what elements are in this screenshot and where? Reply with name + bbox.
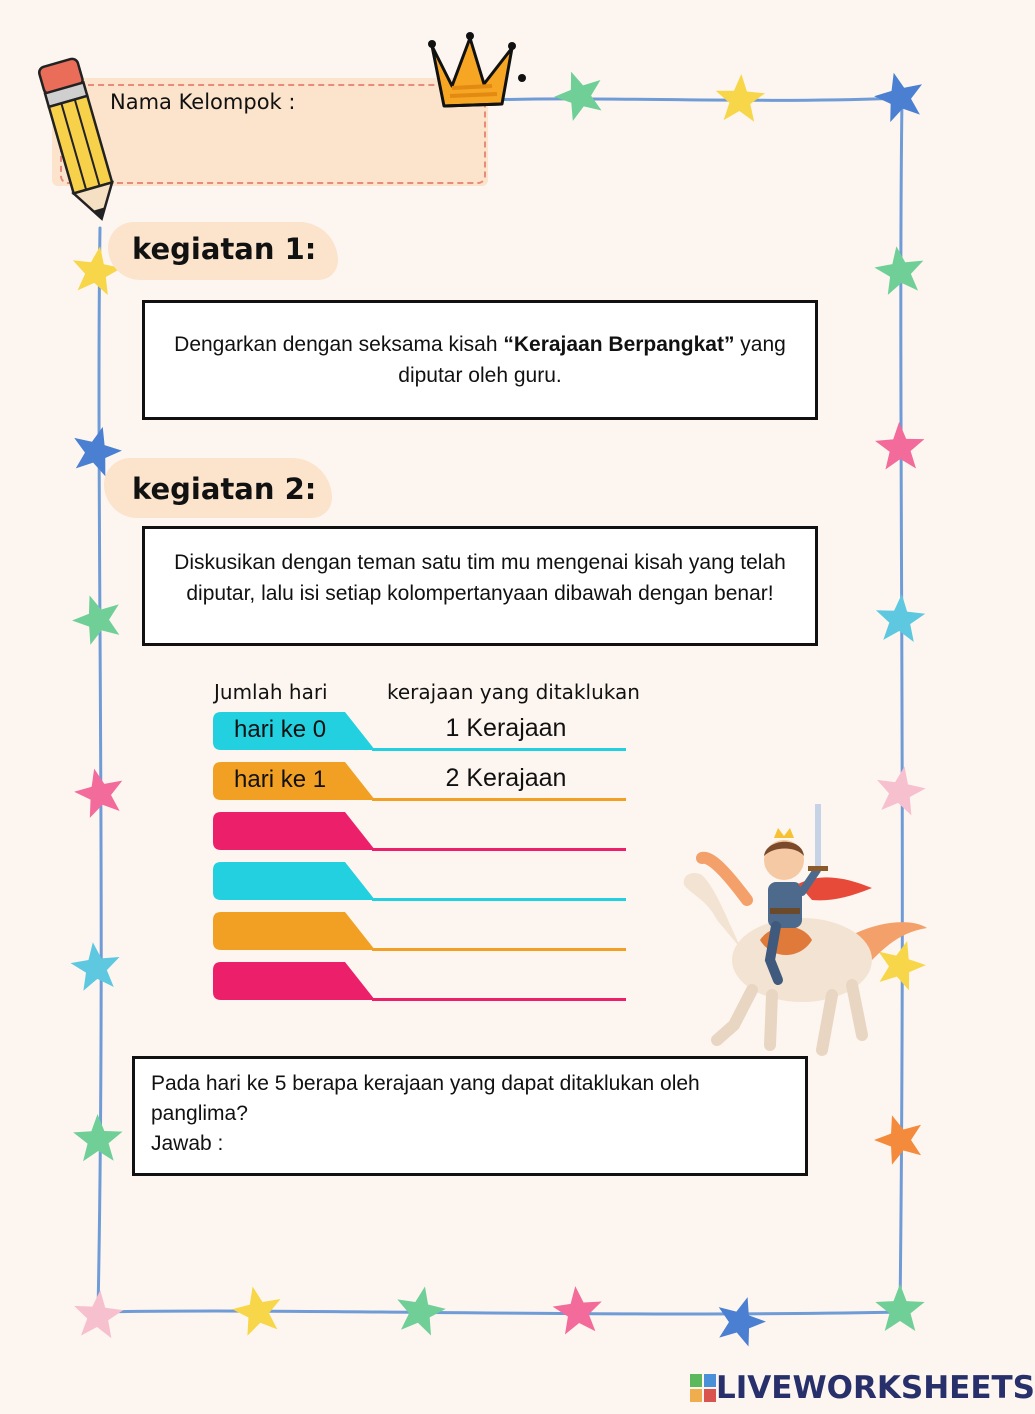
day-label: hari ke 1 — [234, 766, 327, 793]
liveworksheets-logo-text: LIVEWORKSHEETS — [716, 1370, 1035, 1406]
kingdom-count-value[interactable] — [380, 914, 632, 946]
row-underline — [372, 748, 626, 751]
star-icon — [874, 592, 927, 642]
group-name-label: Nama Kelompok : — [110, 90, 296, 114]
activity-1-instruction — [145, 303, 815, 391]
answer-label: Jawab : — [151, 1132, 224, 1155]
row-underline — [372, 798, 626, 801]
kingdom-count-value: 2 Kerajaan — [445, 764, 567, 792]
row-underline — [372, 898, 626, 901]
row-underline — [372, 948, 626, 951]
question-text: Pada hari ke 5 berapa kerajaan yang dapat ditaklukan oleh panglima? — [151, 1072, 700, 1125]
star-icon — [73, 1114, 123, 1162]
star-icon — [68, 939, 123, 992]
answer-input[interactable] — [228, 1128, 788, 1158]
day-label: hari ke 0 — [234, 716, 327, 743]
activity-1-instruction-box — [142, 300, 818, 420]
day-tab — [213, 812, 375, 850]
column-header-days: Jumlah hari — [214, 680, 328, 704]
kingdom-count-value: 1 Kerajaan — [445, 714, 567, 742]
activity-2-instruction-box — [142, 526, 818, 646]
day-tab — [213, 962, 375, 1000]
question-box — [132, 1056, 808, 1176]
star-icon — [870, 67, 929, 125]
kingdom-count-value[interactable] — [380, 864, 632, 896]
star-icon — [875, 1284, 924, 1331]
star-icon — [548, 63, 610, 124]
star-icon — [710, 1290, 771, 1349]
row-underline — [372, 998, 626, 1001]
instruction-text-start: Dengarkan dengan seksama kisah — [174, 333, 504, 356]
knight-on-horse-illustration — [672, 800, 932, 1060]
story-title: “Kerajaan Berpangkat” — [503, 333, 735, 356]
star-icon — [868, 1108, 930, 1168]
star-icon — [551, 1284, 605, 1336]
liveworksheets-logo — [690, 1370, 1035, 1406]
activity-1-heading: kegiatan 1: — [132, 232, 317, 266]
star-icon — [66, 587, 128, 648]
kingdom-count-value[interactable] — [380, 964, 632, 996]
instruction-text-end: yang diputar oleh guru. — [398, 333, 786, 387]
crown-icon — [422, 26, 532, 116]
row-underline — [372, 848, 626, 851]
column-header-kingdoms: kerajaan yang ditaklukan — [387, 680, 640, 704]
activity-2-instruction: Diskusikan dengan teman satu tim mu mengenai kisah yang telah diputar, lalu isi setiap kolompertanyaan dibawah dengan benar! — [174, 551, 786, 605]
star-icon — [228, 1281, 286, 1337]
star-icon — [714, 73, 766, 123]
activity-2-heading: kegiatan 2: — [132, 472, 317, 506]
liveworksheets-logo-icon — [690, 1374, 716, 1402]
pencil-icon — [28, 46, 128, 226]
star-icon — [72, 1288, 125, 1339]
day-tab — [213, 862, 375, 900]
kingdom-count-value[interactable] — [380, 814, 632, 846]
star-icon — [392, 1282, 449, 1338]
day-tab — [213, 912, 375, 950]
